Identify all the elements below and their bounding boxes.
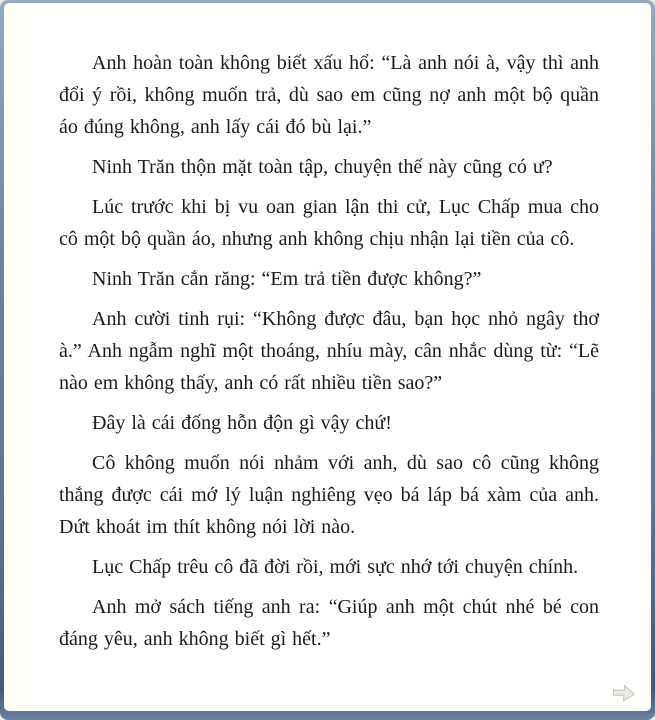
document-text	[4, 3, 651, 655]
paragraph: Đây là cái đống hỗn độn gì vậy chứ!	[92, 412, 392, 434]
paragraph: Anh mở sách tiếng anh ra: “Giúp anh một chút nhé bé con đáng yêu, anh không biết gì hết.”	[59, 596, 599, 650]
page-forward-arrow-icon[interactable]	[611, 683, 637, 703]
paragraph: Lúc trước khi bị vu oan gian lận thi cử, Lục Chấp mua cho cô một bộ quần áo, nhưng anh không chịu nhận lại tiền của cô.	[59, 196, 599, 250]
paragraph: Anh hoàn toàn không biết xấu hổ: “Là anh nói à, vậy thì anh đổi ý rồi, không muốn trả, dù sao em cũng nợ anh một bộ quần áo đúng không, anh lấy cái đó bù lại.”	[59, 52, 599, 138]
paragraph: Lục Chấp trêu cô đã đời rồi, mới sực nhớ tới chuyện chính.	[92, 556, 579, 578]
paragraph: Ninh Trăn thộn mặt toàn tập, chuyện thế này cũng có ư?	[92, 156, 553, 178]
paragraph: Cô không muốn nói nhảm với anh, dù sao cô cũng không thắng được cái mớ lý luận nghiêng vẹo bá láp bá xàm của anh. Dứt khoát im thít không nói lời nào.	[59, 452, 599, 538]
paragraph: Ninh Trăn cắn răng: “Em trả tiền được không?”	[92, 268, 482, 290]
document-page	[4, 3, 651, 711]
paragraph: Anh cười tinh rụi: “Không được đâu, bạn học nhỏ ngây thơ à.” Anh ngẫm nghĩ một thoáng, nhíu mày, cân nhắc dùng từ: “Lẽ nào em không thấy, anh có rất nhiều tiền sao?”	[59, 308, 599, 394]
